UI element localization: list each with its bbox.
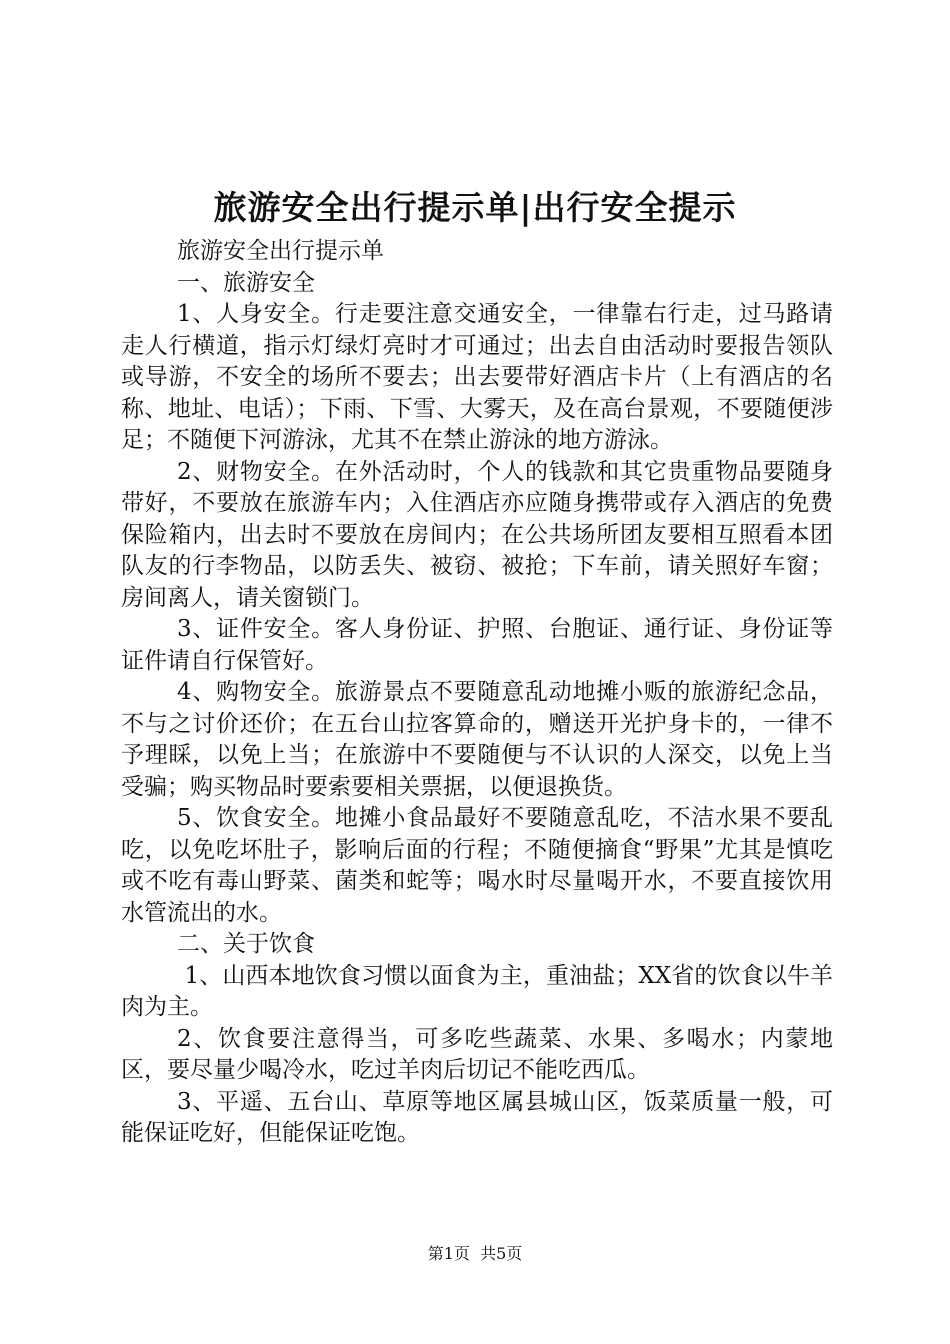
section-heading-diet: 二、关于饮食: [177, 931, 315, 957]
document-subtitle: 旅游安全出行提示单: [177, 238, 384, 264]
section-heading-safety: 一、旅游安全: [177, 269, 315, 296]
paragraph-personal-safety: 1、人身安全。行走要注意交通安全，一律靠右行走，过马路请走人行横道，指示灯绿灯亮时才可通过；出去自由活动时要报告领队或导游，不安全的场所不要去；出去要带好酒店卡片（上有酒店的名称、地址、电话）；下雨、下雪、大雾天，及在高台景观，不要随便涉足；不随便下河游泳，尤其不在禁止游泳的地方游泳。: [121, 301, 833, 453]
paragraph-shopping-safety: 4、购物安全。旅游景点不要随意乱动地摊小贩的旅游纪念品，不与之讨价还价；在五台山拉客算命的，赠送开光护身卡的，一律不予理睬，以免上当；在旅游中不要随便与不认识的人深交，以免上当受骗；购买物品时要索要相关票据，以便退换货。: [121, 679, 833, 800]
paragraph-food-safety: 5、饮食安全。地摊小食品最好不要随意乱吃，不洁水果不要乱吃，以免吃坏肚子，影响后面的行程；不随便摘食“野果”尤其是慎吃或不吃有毒山野菜、菌类和蛇等；喝水时尽量喝开水，不要直接饮用水管流出的水。: [121, 805, 833, 926]
paragraph-meal-quality: 3、平遥、五台山、草原等地区属县城山区，饭菜质量一般，可能保证吃好，但能保证吃饱。: [121, 1088, 833, 1146]
paragraph-diet-habits: 1、山西本地饮食习惯以面食为主，重油盐；XX省的饮食以牛羊肉为主。: [121, 962, 833, 1020]
page-number: 第1页 共5页: [427, 1244, 523, 1263]
paragraph-property-safety: 2、财物安全。在外活动时，个人的钱款和其它贵重物品要随身带好，不要放在旅游车内；入住酒店亦应随身携带或存入酒店的免费保险箱内，出去时不要放在房间内；在公共场所团友要相互照看本团队友的行李物品，以防丢失、被窃、被抢；下车前，请关照好车窗；房间离人，请关窗锁门。: [121, 458, 833, 611]
document-body: [121, 236, 833, 1150]
paragraph-document-safety: 3、证件安全。客人身份证、护照、台胞证、通行证、身份证等证件请自行保管好。: [121, 616, 833, 674]
paragraph-diet-advice: 2、饮食要注意得当，可多吃些蔬菜、水果、多喝水；内蒙地区，要尽量少喝冷水，吃过羊肉后切记不能吃西瓜。: [121, 1025, 833, 1083]
document-title: 旅游安全出行提示单|出行安全提示: [213, 188, 737, 227]
